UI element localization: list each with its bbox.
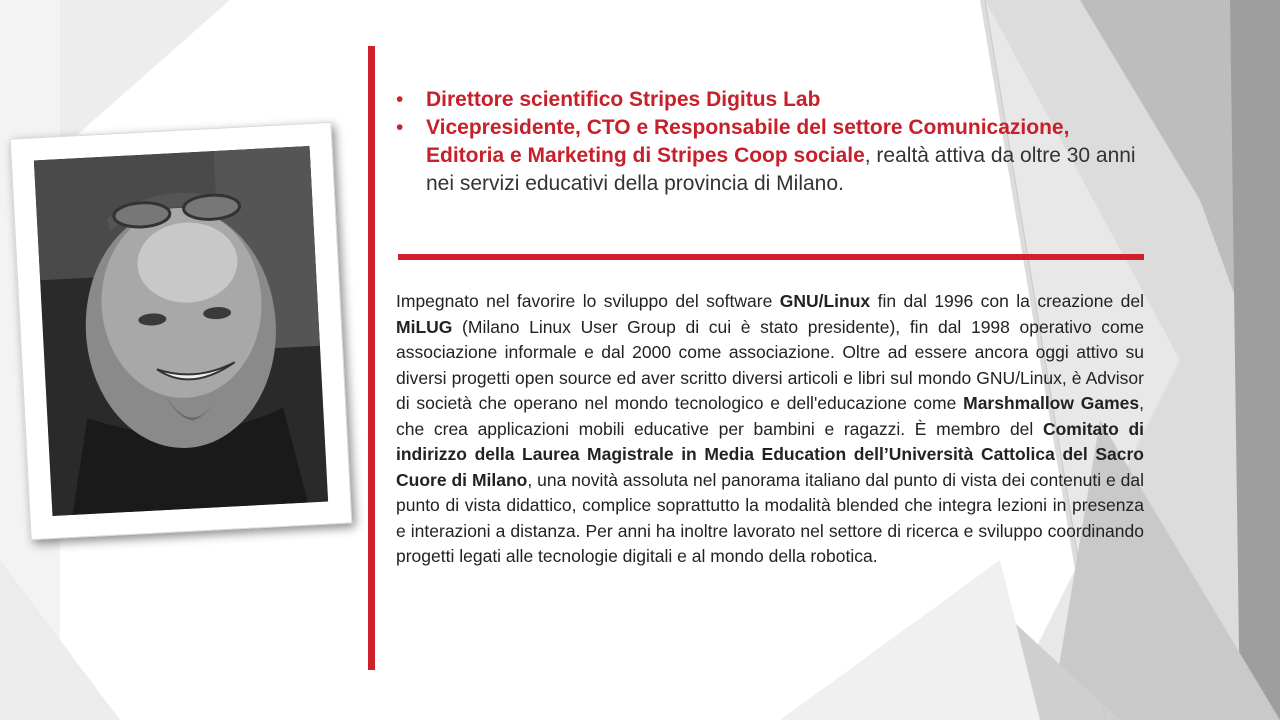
horizontal-divider [398, 254, 1144, 260]
bio-text: (Milano Linux User Group di cui è stato presidente), fin dal 1998 operativo come associazione informale e dal 2000 come associazione. Oltre ad essere ancora oggi attivo su diversi progetti open source ed aver scritto diversi articoli e libri sul mondo GNU/Linux, è Advisor di società che operano nel mondo tecnologico e dell'educazione come [396, 316, 1144, 413]
vertical-accent-bar [368, 46, 375, 670]
photo-frame [10, 122, 353, 540]
bio-bold: GNU/Linux [779, 291, 871, 311]
bio-text: Impegnato nel favorire lo sviluppo del software [396, 291, 780, 311]
bullet-marker: • [396, 88, 404, 111]
portrait-illustration [34, 146, 328, 516]
bio-bold: Marshmallow Games [963, 393, 1140, 413]
bio-text: fin dal 1996 con la creazione del [870, 291, 1144, 311]
bullet-highlight: Direttore scientifico Stripes Digitus Lab [426, 88, 821, 111]
bullet-item [396, 114, 1136, 198]
portrait-photo [34, 146, 328, 516]
role-bullet-list [396, 86, 1136, 198]
bio-text: , che crea applicazioni mobili educative per bambini e ragazzi. È membro del [396, 393, 1144, 439]
bio-text: , una novità assoluta nel panorama italiano dal punto di vista dei contenuti e dal punto di vista didattico, complice soprattutto la modalità blended che integra lezioni in presenza e interazioni a distanza. Per anni ha inoltre lavorato nel settore di ricerca e sviluppo coordinando progetti legati alle tecnologie digitali e al mondo della robotica. [396, 469, 1145, 566]
bullet-highlight: Vicepresidente, CTO e Responsabile del settore Comunicazione, Editoria e Marketing di Stripes Coop sociale [426, 116, 1070, 167]
bullet-rest: , realtà attiva da oltre 30 anni nei servizi educativi della provincia di Milano. [426, 144, 1136, 195]
bio-bold: MiLUG [396, 316, 453, 337]
bio-bold: Comitato di indirizzo della Laurea Magistrale in Media Education dell’Università Cattolica del Sacro Cuore di Milano [396, 418, 1145, 490]
bullet-marker: • [396, 116, 404, 139]
bio-paragraph [396, 289, 1144, 570]
bullet-item [396, 86, 1136, 114]
